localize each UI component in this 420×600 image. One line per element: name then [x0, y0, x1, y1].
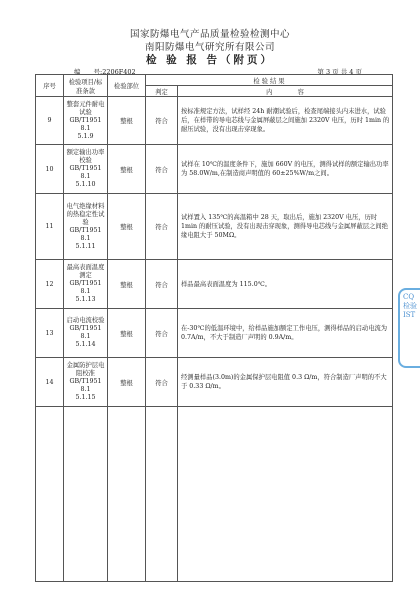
item-name: 启动电流校验 [66, 317, 105, 324]
item-standard: GB/T1951 [69, 116, 102, 124]
row-seq: 11 [36, 194, 64, 260]
stamp-line: CQ [403, 293, 415, 301]
item-standard: GB/T1951 [69, 325, 102, 332]
row-item [64, 358, 108, 407]
row-item [64, 97, 108, 145]
table-row [36, 97, 393, 145]
row-judge: 符合 [146, 260, 178, 309]
item-subclause: 5.1.15 [75, 394, 96, 401]
empty-cell [108, 407, 146, 582]
item-name: 金属防护层电阻校准 [66, 362, 105, 377]
row-judge: 符合 [146, 194, 178, 260]
item-standard: GB/T1951 [69, 378, 102, 385]
row-content: 经测量样品(3.0m)的金属保护层电阻值 0.3 Ω/m，符合制造厂声明的不大于 0.33 Ω/m。 [178, 358, 393, 407]
row-part: 整根 [108, 309, 146, 358]
stamp-line: IST [403, 311, 416, 319]
row-content: 样品最高表面温度为 115.0℃。 [178, 260, 393, 309]
table-row [36, 309, 393, 358]
header-judge: 判定 [146, 86, 178, 97]
row-seq: 14 [36, 358, 64, 407]
header-content: 内 容 [178, 86, 393, 97]
item-name: 整套元件耐电试验 [66, 100, 105, 116]
row-item [64, 194, 108, 260]
item-clause: 8.1 [80, 386, 91, 393]
item-subclause: 5.1.10 [75, 181, 96, 188]
report-number: 编 号:2206F402 [74, 68, 136, 76]
row-seq: 13 [36, 309, 64, 358]
row-part: 整根 [108, 194, 146, 260]
row-content: 试样在 10℃的温度条件下，施加 660V 的电压，测得试样的额定输出功率为 58.0W/m,在制造商声明值的 60±25%W/m之间。 [178, 145, 393, 194]
table-row [36, 194, 393, 260]
item-clause: 8.1 [80, 124, 91, 132]
row-part: 整根 [108, 145, 146, 194]
table-row [36, 260, 393, 309]
item-clause: 8.1 [80, 234, 91, 242]
row-judge: 符合 [146, 309, 178, 358]
header-seq: 序号 [36, 75, 64, 97]
item-clause: 8.1 [80, 173, 91, 180]
item-clause: 8.1 [80, 333, 91, 340]
row-part: 整根 [108, 358, 146, 407]
row-seq: 12 [36, 260, 64, 309]
item-standard: GB/T1951 [69, 226, 102, 234]
row-content: 在-30℃的低温环境中，给样品施加额定工作电压，测得样品的启动电流为 0.7A/m，不大于制造厂声明的 0.9A/m。 [178, 309, 393, 358]
empty-cell [36, 407, 64, 582]
row-judge: 符合 [146, 145, 178, 194]
inspection-stamp [398, 288, 420, 368]
stamp-line: 检验 [403, 302, 417, 310]
item-name: 最高表面温度测定 [66, 264, 105, 279]
org-name-2: 南阳防爆电气研究所有限公司 [144, 42, 275, 53]
empty-cell [146, 407, 178, 582]
row-item [64, 260, 108, 309]
report-title: 检 验 报 告（附页） [146, 54, 274, 66]
row-part: 整根 [108, 97, 146, 145]
row-seq: 10 [36, 145, 64, 194]
header-item: 检验项目/标准条款 [64, 75, 108, 97]
org-name-1: 国家防爆电气产品质量检验检测中心 [129, 29, 290, 40]
item-subclause: 5.1.11 [75, 242, 96, 250]
item-standard: GB/T1951 [69, 165, 102, 172]
header-result: 检 验 结 果 [146, 75, 393, 86]
empty-cell [178, 407, 393, 582]
row-content: 按标准规定方法，试样经 24h 耐潮试验后，检查尾端接头内未进水，试验后，在样带的导电芯线与金属屏蔽层之间施加 2320V 电压，历时 1min 的耐压试验，没有出现击穿现象。 [178, 97, 393, 145]
page-indicator: 第 3 页 共 4 页 [317, 68, 362, 76]
row-seq: 9 [36, 97, 64, 145]
table-row [36, 358, 393, 407]
row-content: 试样置入 135℃的高温箱中 28 天，取出后，施加 2320V 电压，历时 1min 的耐压试验，没有出现击穿现象，测得导电芯线与金属屏蔽层之间绝缘电阻大于 50MΩ。 [178, 194, 393, 260]
table-row [36, 145, 393, 194]
item-subclause: 5.1.9 [77, 132, 94, 140]
item-standard: GB/T1951 [69, 280, 102, 287]
item-clause: 8.1 [80, 288, 91, 295]
item-name: 额定输出功率校验 [66, 149, 105, 164]
row-item [64, 145, 108, 194]
item-subclause: 5.1.14 [75, 341, 96, 348]
row-judge: 符合 [146, 358, 178, 407]
empty-cell [64, 407, 108, 582]
row-item [64, 309, 108, 358]
item-name: 电气绝缘材料的热稳定性试验 [66, 202, 105, 226]
empty-table-row [36, 407, 393, 582]
row-judge: 符合 [146, 97, 178, 145]
results-table [35, 74, 393, 582]
item-subclause: 5.1.13 [75, 296, 96, 303]
header-part: 检验部位 [108, 75, 146, 97]
row-part: 整根 [108, 260, 146, 309]
